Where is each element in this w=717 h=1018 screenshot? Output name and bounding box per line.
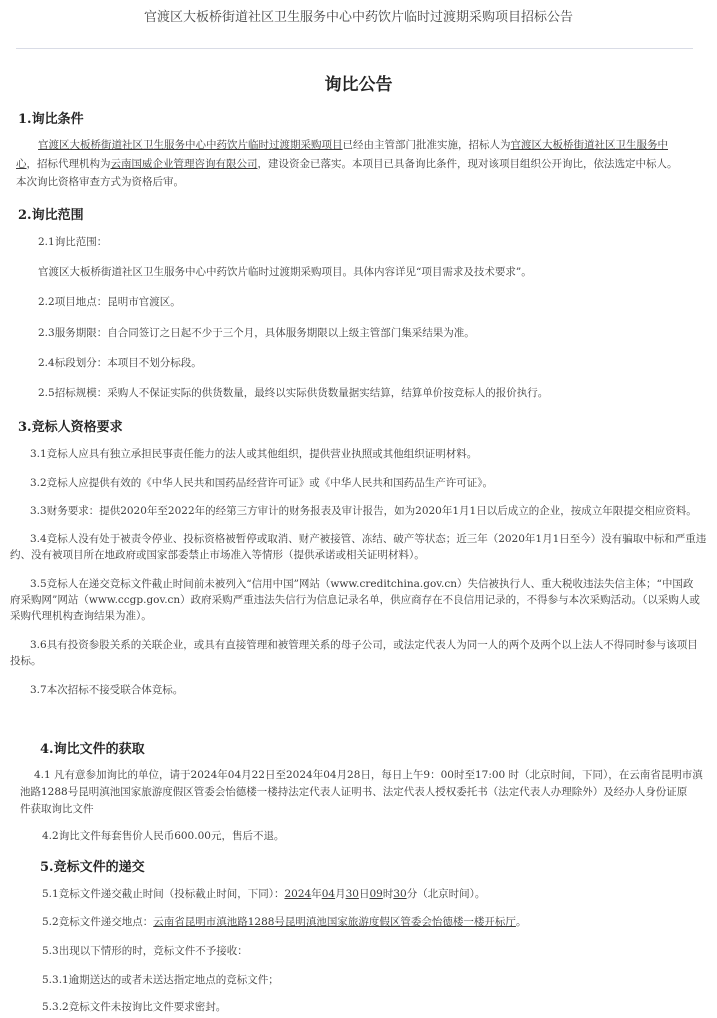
s1-para-line1 — [38, 137, 668, 153]
s3-item-7: 3.7本次招标不接受联合体竞标。 — [30, 684, 184, 696]
s3-item-6-line2: 投标。 — [10, 655, 42, 667]
s3-item-3: 3.3财务要求：提供2020年至2022年的经第三方审计的财务报表及审计报告，如为2020年1月1日以后成立的企业，按成立年限提交相应资料。 — [30, 505, 697, 517]
s3-item-4-line1: 3.4竞标人没有处于被责令停业、投标资格被暂停或取消、财产被接管、冻结、破产等状态；近三年（2020年1月1日至今）没有骗取中标和严重违 — [30, 533, 707, 545]
s5-item-3-2: 5.3.2竞标文件未按询比文件要求密封。 — [42, 1001, 227, 1013]
s5-text: 5.1竞标文件递交截止时间（投标截止时间，下同）： — [42, 888, 285, 900]
s2-item-3: 2.3服务期限：自合同签订之日起不少于三个月，具体服务期限以上级主管部门集采结果为准。 — [38, 327, 475, 339]
tenderer-name: 官渡区大板桥街道社区卫生服务中 — [510, 139, 668, 151]
s2-item-2: 2.2项目地点：昆明市官渡区。 — [38, 296, 181, 308]
s5-item-1 — [42, 886, 485, 902]
s1-para-line2 — [16, 156, 678, 172]
s2-item-1-label: 2.1询比范围： — [38, 236, 108, 248]
s5-text: 年 — [311, 888, 322, 900]
s5-text: 日 — [358, 888, 370, 900]
section-5-title: 5.竞标文件的递交 — [40, 860, 145, 875]
s5-item-3-1: 5.3.1逾期送达的或者未送达指定地点的竞标文件； — [42, 974, 279, 986]
section-2-title: 2.询比范围 — [18, 208, 84, 223]
s5-text: 5.2竞标文件递交地点： — [42, 916, 154, 928]
header-divider — [16, 48, 693, 49]
tenderer-name-cont: 心 — [16, 158, 27, 170]
deadline-minute: 30 — [393, 888, 407, 900]
s3-item-5-line1: 3.5竞标人在递交竞标文件截止时间前未被列入“信用中国”网站（www.creditchina.gov.cn）失信被执行人、重大税收违法失信主体；“中国政 — [30, 578, 694, 590]
s2-item-1-text: 官渡区大板桥街道社区卫生服务中心中药饮片临时过渡期采购项目。具体内容详见“项目需求及技术要求”。 — [38, 266, 532, 278]
section-3-title: 3.竞标人资格要求 — [18, 420, 123, 435]
agency-name: 云南国威企业管理咨询有限公司 — [110, 158, 258, 170]
s4-item-2: 4.2询比文件每套售价人民币600.00元，售后不退。 — [42, 830, 285, 842]
s5-text: 。 — [515, 916, 527, 928]
s2-item-5: 2.5招标规模：采购人不保证实际的供货数量，最终以实际供货数量据实结算，结算单价按竞标人的报价执行。 — [38, 387, 549, 399]
s3-item-5-line3: 采购代理机构查询结果为准）。 — [10, 610, 152, 622]
deadline-year: 2024 — [284, 888, 312, 900]
s1-text: 已经由主管部门批准实施，招标人为 — [342, 139, 511, 151]
project-name-link: 官渡区大板桥街道社区卫生服务中心中药饮片临时过渡期采购项目 — [38, 139, 343, 151]
s4-item-1-line1: 4.1 凡有意参加询比的单位，请于2024年04月22日至2024年04月28日，每日上午9：00时至17:00 时（北京时间，下同），在云南省昆明市滇 — [34, 769, 703, 781]
s3-item-6-line1: 3.6具有投资参股关系的关联企业，或具有直接管理和被管理关系的母子公司，或法定代表人为同一人的两个及两个以上法人不得同时参与该项目 — [30, 639, 698, 651]
s5-text: 时 — [382, 888, 394, 900]
s3-item-4-line2: 约、没有被项目所在地政府或国家部委禁止市场准入等情形（提供承诺或相关证明材料）。 — [10, 549, 425, 561]
s3-item-5-line2: 府采购网”网站（www.ccgp.gov.cn）政府采购严重违法失信行为信息记录名单，供应商存在不良信用记录的，不得参与本次采购活动。（以采购人或 — [10, 594, 700, 606]
submission-place: 云南省昆明市滇池路1288号昆明滇池国家旅游度假区管委会怡德楼一楼开标厅 — [153, 916, 516, 928]
s3-item-1: 3.1竞标人应具有独立承担民事责任能力的法人或其他组织，提供营业执照或其他组织证明材料。 — [30, 448, 478, 460]
section-1-title: 1.询比条件 — [18, 112, 84, 127]
s1-text: ，建设资金已落实。本项目已具备询比条件，现对该项目组织公开询比，依法选定中标人。 — [257, 158, 678, 170]
s1-text: ，招标代理机构为 — [26, 158, 111, 170]
s1-review-method: 本次询比资格审查方式为资格后审。 — [16, 176, 184, 188]
page-title: 官渡区大板桥街道社区卫生服务中心中药饮片临时过渡期采购项目招标公告 — [143, 10, 573, 25]
s5-item-2 — [42, 914, 526, 930]
s4-item-1-line2: 池路1288号昆明滇池国家旅游度假区管委会怡德楼一楼持法定代表人证明书、法定代表人授权委托书（法定代表人办理除外）及经办人身份证原 — [20, 786, 688, 798]
s4-item-1-line3: 件获取询比文件 — [20, 803, 94, 815]
deadline-hour: 09 — [369, 888, 383, 900]
section-4-title: 4.询比文件的获取 — [40, 742, 145, 757]
s5-text: （北京时间）。 — [417, 888, 486, 900]
deadline-month: 04 — [321, 888, 336, 900]
s5-text: 月 — [335, 888, 346, 900]
notice-heading: 询比公告 — [324, 75, 393, 95]
s3-item-2: 3.2竞标人应提供有效的《中华人民共和国药品经营许可证》或《中华人民共和国药品生产许可证》。 — [30, 477, 493, 489]
s2-item-4: 2.4标段划分：本项目不划分标段。 — [38, 357, 202, 369]
deadline-day: 30 — [345, 888, 359, 900]
s5-text: 分 — [406, 888, 418, 900]
s5-item-3: 5.3出现以下情形的时，竞标文件不予接收： — [42, 945, 248, 957]
